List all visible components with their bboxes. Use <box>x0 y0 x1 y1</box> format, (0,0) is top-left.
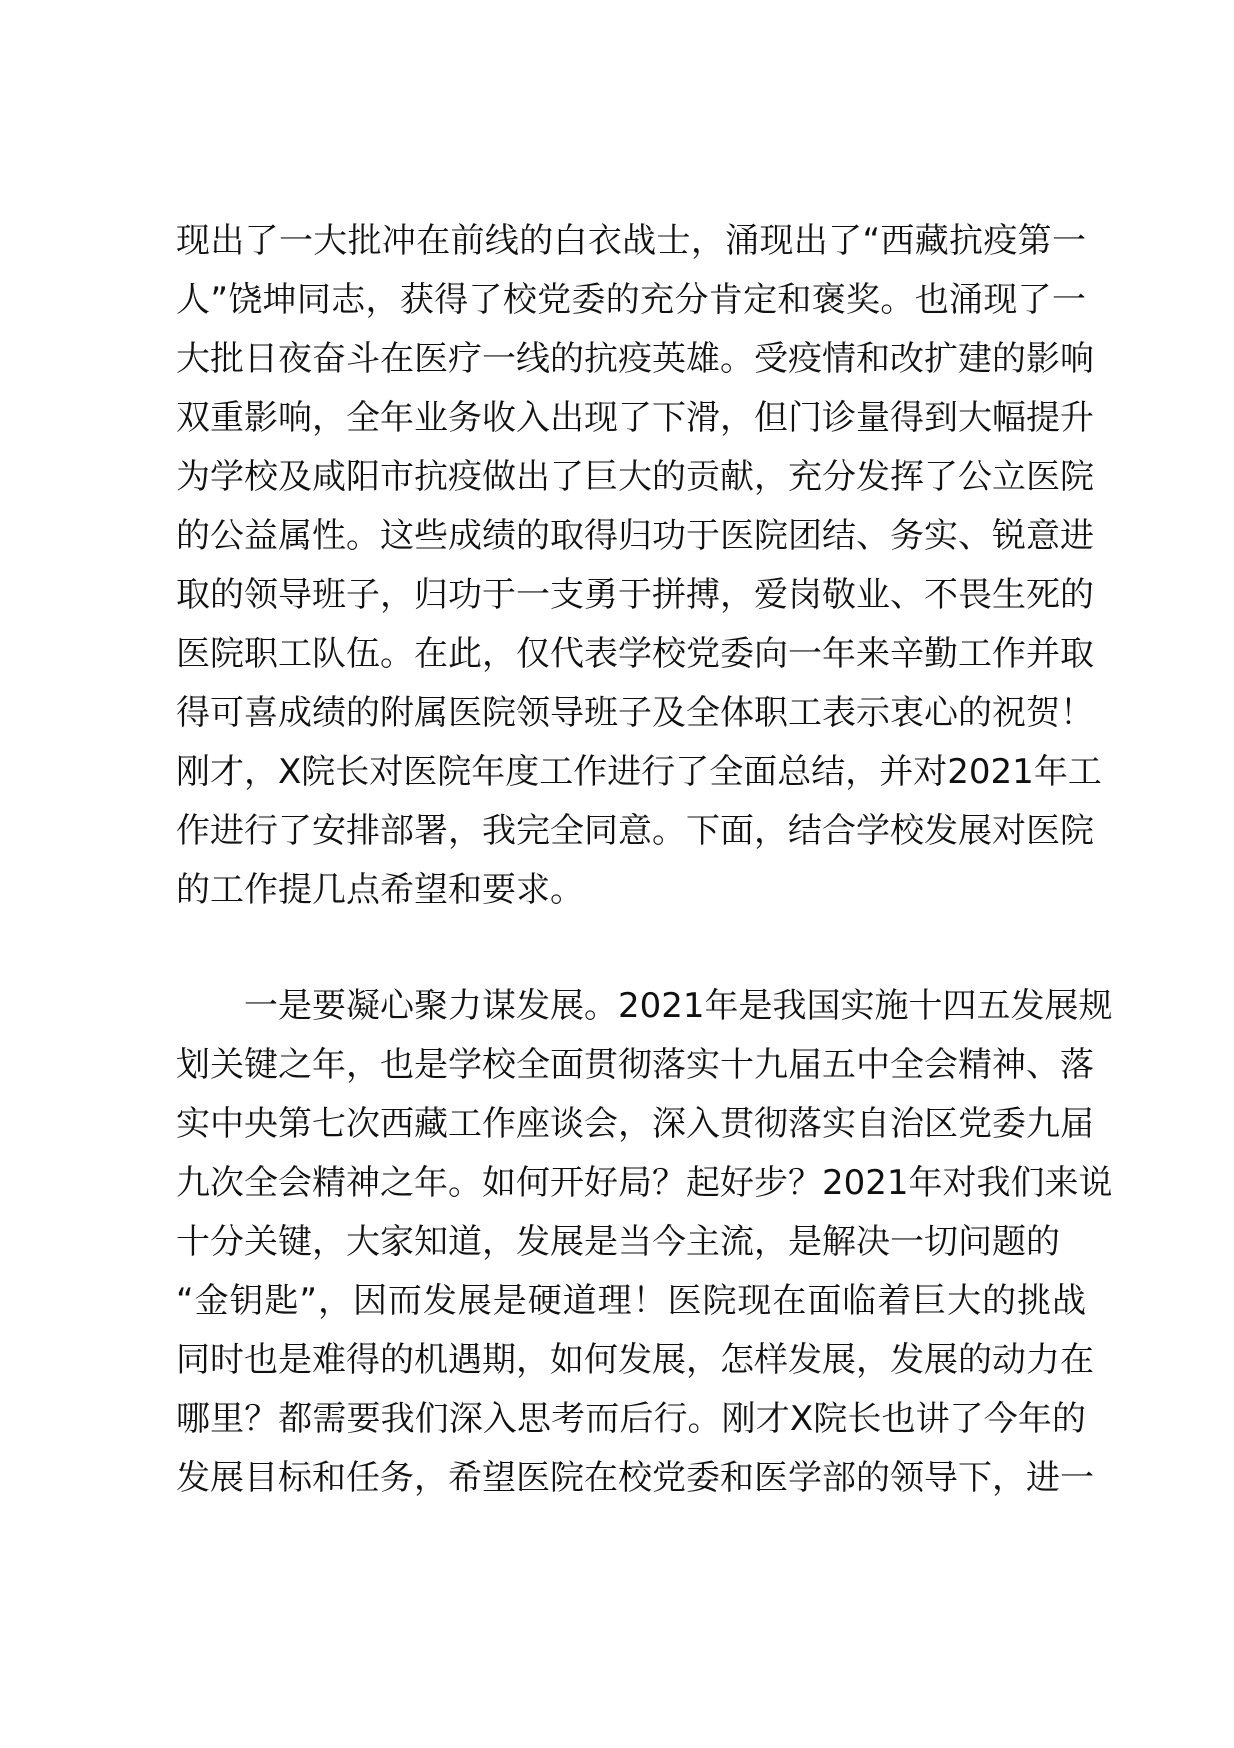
text-line: 九次全会精神之年。如何开好局？起好步？2021年对我们来说 <box>176 1163 1113 1203</box>
text-line: 现出了一大批冲在前线的白衣战士，涌现出了“西藏抗疫第一 <box>176 221 1086 261</box>
text-line: 医院职工队伍。在此，仅代表学校党委向一年来辛勤工作并取 <box>176 634 1094 674</box>
text-line: 人”饶坤同志，获得了校党委的充分肯定和褒奖。也涌现了一 <box>176 280 1086 320</box>
text-line: “金钥匙”，因而发展是硬道理！医院现在面临着巨大的挑战 <box>176 1281 1086 1321</box>
text-line: 一是要凝心聚力谋发展。2021年是我国实施十四五发展规 <box>244 986 1113 1026</box>
text-line: 哪里？都需要我们深入思考而后行。刚才X院长也讲了今年的 <box>176 1399 1086 1439</box>
paragraph-2 <box>176 977 1113 1508</box>
text-line: 为学校及咸阳市抗疫做出了巨大的贡献，充分发挥了公立医院 <box>176 457 1094 497</box>
text-line: 划关键之年，也是学校全面贯彻落实十九届五中全会精神、落 <box>176 1045 1094 1085</box>
text-line: 刚才，X院长对医院年度工作进行了全面总结，并对2021年工 <box>176 752 1102 792</box>
text-line: 的工作提几点希望和要求。 <box>176 870 584 910</box>
text-line: 双重影响，全年业务收入出现了下滑，但门诊量得到大幅提升 <box>176 398 1094 438</box>
text-line: 取的领导班子，归功于一支勇于拼搏，爱岗敬业、不畏生死的 <box>176 575 1094 615</box>
text-line: 作进行了安排部署，我完全同意。下面，结合学校发展对医院 <box>176 811 1094 851</box>
text-line: 实中央第七次西藏工作座谈会，深入贯彻落实自治区党委九届 <box>176 1104 1094 1144</box>
paragraph-1 <box>176 212 1102 920</box>
text-line: 同时也是难得的机遇期，如何发展，怎样发展，发展的动力在 <box>176 1340 1094 1380</box>
text-line: 的公益属性。这些成绩的取得归功于医院团结、务实、锐意进 <box>176 516 1094 556</box>
text-line: 十分关键，大家知道，发展是当今主流，是解决一切问题的 <box>176 1222 1060 1262</box>
text-line: 得可喜成绩的附属医院领导班子及全体职工表示衷心的祝贺！ <box>176 693 1094 733</box>
text-line: 大批日夜奋斗在医疗一线的抗疫英雄。受疫情和改扩建的影响 <box>176 339 1094 379</box>
text-line: 发展目标和任务，希望医院在校党委和医学部的领导下，进一 <box>176 1458 1094 1498</box>
